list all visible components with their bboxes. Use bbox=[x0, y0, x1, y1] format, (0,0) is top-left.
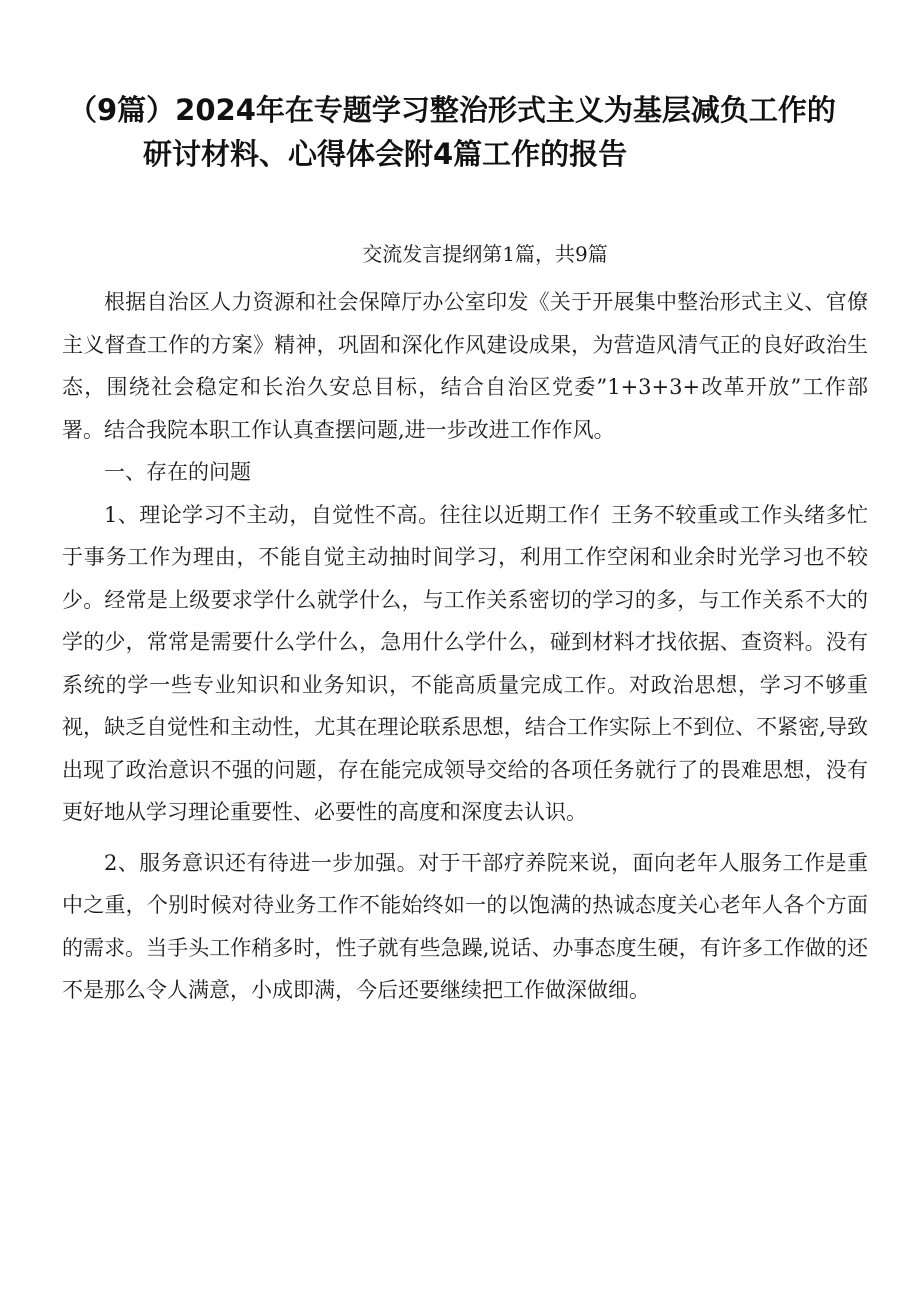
paragraph-intro: 根据自治区人力资源和社会保障厅办公室印发《关于开展集中整治形式主义、官僚主义督查工作的方案》精神，巩固和深化作风建设成果，为营造风清气正的良好政治生态，围绕社会稳定和长治久安总目标，结合自治区党委”1+3+3+改革开放”工作部署。结合我院本职工作认真查摆问题,进一步改进工作作风。 bbox=[62, 290, 868, 442]
title-line-1: （9篇）2024年在专题学习整治形式主义为基层减负工作的 bbox=[68, 93, 836, 127]
title-line-2: 研讨材料、心得体会附4篇工作的报告 bbox=[143, 137, 628, 171]
document-body bbox=[62, 281, 868, 1012]
document-title bbox=[68, 88, 868, 176]
document-subtitle: 交流发言提纲第1篇，共9篇 bbox=[362, 242, 608, 266]
section-heading-problems: 一、存在的问题 bbox=[104, 460, 251, 484]
paragraph-problem-2: 2、服务意识还有待进一步加强。对于干部疗养院来说，面向老年人服务工作是重中之重，个别时候对待业务工作不能始终如一的以饱满的热诚态度关心老年人各个方面的需求。当手头工作稍多时，性子就有些急躁,说话、办事态度生硬，有许多工作做的还不是那么令人满意，小成即满，今后还要继续把工作做深做细。 bbox=[62, 850, 868, 1002]
paragraph-problem-1: 1、理论学习不主动，自觉性不高。往往以近期工作亻王务不较重或工作头绪多忙于事务工作为理由，不能自觉主动抽时间学习，利用工作空闲和业余时光学习也不较少。经常是上级要求学什么就学什么，与工作关系密切的学习的多，与工作关系不大的学的少，常常是需要什么学什么，急用什么学什么，碰到材料才找依据、查资料。没有系统的学一些专业知识和业务知识，不能高质量完成工作。对政治思想，学习不够重视，缺乏自觉性和主动性，尤其在理论联系思想，结合工作实际上不到位、不紧密,导致出现了政治意识不强的问题，存在能完成领导交给的各项任务就行了的畏难思想，没有更好地从学习理论重要性、必要性的高度和深度去认识。 bbox=[62, 502, 868, 824]
